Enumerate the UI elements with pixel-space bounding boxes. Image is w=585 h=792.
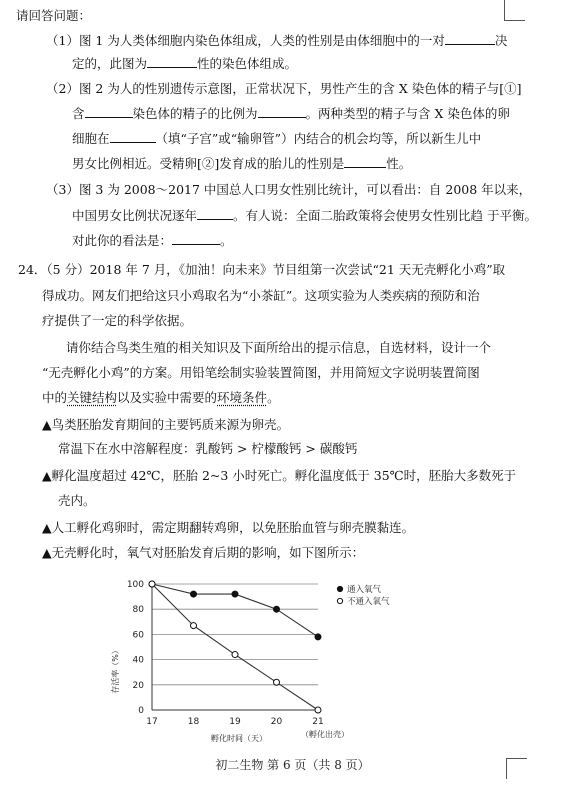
y-tick-label: 100 — [126, 580, 144, 590]
legend-label: 通入氧气 — [347, 585, 382, 595]
y-tick-labels — [127, 580, 144, 716]
text: 中国男女比例状况逐年 — [72, 208, 198, 223]
series-line-2 — [152, 584, 318, 710]
data-point-open — [149, 581, 155, 587]
series-lines — [152, 584, 318, 710]
answer-blank[interactable] — [147, 55, 197, 68]
hint-oxygen: ▲无壳孵化时，氧气对胚胎发育后期的影响，如下图所示： — [42, 545, 365, 560]
text: 。有人说：全面二胎政策将会使男女性别比趋 于平衡。 — [233, 208, 537, 223]
q24-line4: 请你结合鸟类生殖的相关知识及下面所给出的提示信息，自选材料，设计一个 — [66, 340, 492, 355]
legend-marker — [337, 586, 342, 591]
q24-line1: 24．（5 分）2018 年 7 月，《加油！向未来》节目组第一次尝试“21 天无壳孵化小鸡”取 — [18, 262, 506, 277]
q23-part2-line1: （2）图 2 为人的性别遗传示意图，正常状况下，男性产生的含 X 染色体的精子与[①] — [46, 81, 522, 96]
q24-line6 — [42, 390, 280, 406]
text: 定的，此图为 — [72, 56, 148, 71]
series-points — [149, 581, 321, 713]
data-point-filled — [232, 591, 238, 597]
q23-part1-line2 — [72, 55, 297, 72]
legend-label: 不通入氧气 — [347, 597, 390, 607]
x-tick-label: 20 — [270, 717, 283, 727]
text: 。两种类型的精子与含 X 染色体的卵 — [305, 106, 510, 121]
data-point-filled — [315, 634, 321, 640]
text: 以及实验中需要的 — [117, 390, 218, 405]
hint-temperature-line2: 壳内。 — [58, 493, 96, 508]
text: 。 — [220, 233, 233, 248]
data-point-open — [191, 623, 197, 629]
q23-part2-line2 — [72, 105, 510, 122]
q23-part2-line3 — [72, 130, 481, 147]
text: 决 — [494, 33, 508, 48]
data-point-open — [274, 679, 280, 685]
data-point-filled — [274, 606, 280, 612]
chart-legend — [337, 584, 390, 607]
x-axis-label: 孵化时间（天） — [211, 734, 267, 743]
y-tick-label: 0 — [138, 706, 144, 716]
hint-turning: ▲人工孵化鸡卵时，需定期翻转鸡卵，以免胚胎血管与卵壳膜黏连。 — [42, 520, 415, 535]
text: （填“子宫”或“输卵管”）内结合的机会均等，所以新生儿中 — [155, 131, 482, 146]
q23-part3-line1: （3）图 3 为 2008～2017 中国总人口男女性别比统计，可以看出：自 2008 年以来， — [46, 182, 532, 197]
data-point-open — [232, 652, 238, 658]
text: 中的 — [42, 390, 68, 405]
text: 染色体的精子的比例为 — [132, 106, 258, 121]
emphasis-key-structure: 关键结构 — [67, 390, 118, 405]
x-axis-note: （孵化出壳） — [301, 730, 349, 739]
q24-line2: 得成功。网友们把给这只小鸡取名为“小茶缸”。这项实验为人类疾病的预防和治 — [42, 288, 480, 303]
y-tick-label: 80 — [132, 605, 144, 616]
x-tick-label: 17 — [146, 717, 158, 727]
heading: 请回答问题： — [16, 8, 92, 23]
answer-blank[interactable] — [85, 105, 133, 118]
hint-temperature-line1: ▲孵化温度超过 42℃，胚胎 2~3 小时死亡。孵化温度低于 35℃时，胚胎大多数死于 — [42, 468, 517, 483]
x-tick-label: 18 — [187, 717, 200, 727]
page-footer: 初二生物 第 6 页（共 8 页） — [215, 758, 370, 772]
chart-axes — [152, 584, 318, 710]
text: 细胞在 — [72, 131, 110, 146]
x-tick-labels — [146, 717, 323, 727]
answer-blank[interactable] — [172, 232, 220, 245]
y-tick-label: 20 — [132, 680, 144, 691]
answer-blank[interactable] — [110, 130, 156, 143]
q23-part2-line4 — [72, 155, 411, 172]
legend-marker — [337, 598, 342, 603]
data-point-open — [315, 707, 321, 713]
data-point-filled — [191, 591, 197, 597]
corner-mark-top — [504, 0, 525, 21]
hint-solubility: 常温下在水中溶解程度：乳酸钙 > 柠檬酸钙 > 碳酸钙 — [58, 441, 358, 456]
y-tick-label: 60 — [132, 630, 144, 641]
corner-mark-bottom — [506, 758, 527, 779]
answer-blank[interactable] — [197, 207, 233, 220]
answer-blank[interactable] — [445, 32, 495, 45]
q24-line5: “无壳孵化小鸡”的方案。用铅笔绘制实验装置简图，并用简短文字说明装置简图 — [42, 365, 480, 380]
chart-grid — [152, 584, 318, 685]
text: 性的染色体组成。 — [197, 56, 298, 71]
q23-part1-line1 — [46, 32, 507, 49]
text: （1）图 1 为人类体细胞内染色体组成，人类的性别是由体细胞中的一对 — [46, 33, 445, 48]
survival-rate-chart — [100, 570, 430, 750]
x-tick-label: 19 — [229, 717, 241, 727]
y-tick-label: 40 — [132, 655, 144, 666]
q24-line3: 疗提供了一定的科学依据。 — [42, 313, 193, 328]
y-axis-label: 存活率（%） — [111, 646, 120, 694]
text: 含 — [72, 106, 85, 121]
text: 。 — [267, 390, 280, 405]
q23-part3-line3 — [72, 232, 233, 249]
x-tick-label: 21 — [312, 717, 324, 727]
text: 对此你的看法是： — [72, 233, 173, 248]
emphasis-environment: 环境条件 — [217, 390, 268, 405]
text: 性。 — [386, 156, 412, 171]
answer-blank[interactable] — [344, 155, 386, 168]
hint-calcium-source: ▲鸟类胚胎发育期间的主要钙质来源为卵壳。 — [42, 417, 290, 432]
answer-blank[interactable] — [258, 105, 306, 118]
q23-part3-line2 — [72, 207, 537, 224]
text: 男女比例相近。受精卵[②]发育成的胎儿的性别是 — [72, 156, 345, 171]
